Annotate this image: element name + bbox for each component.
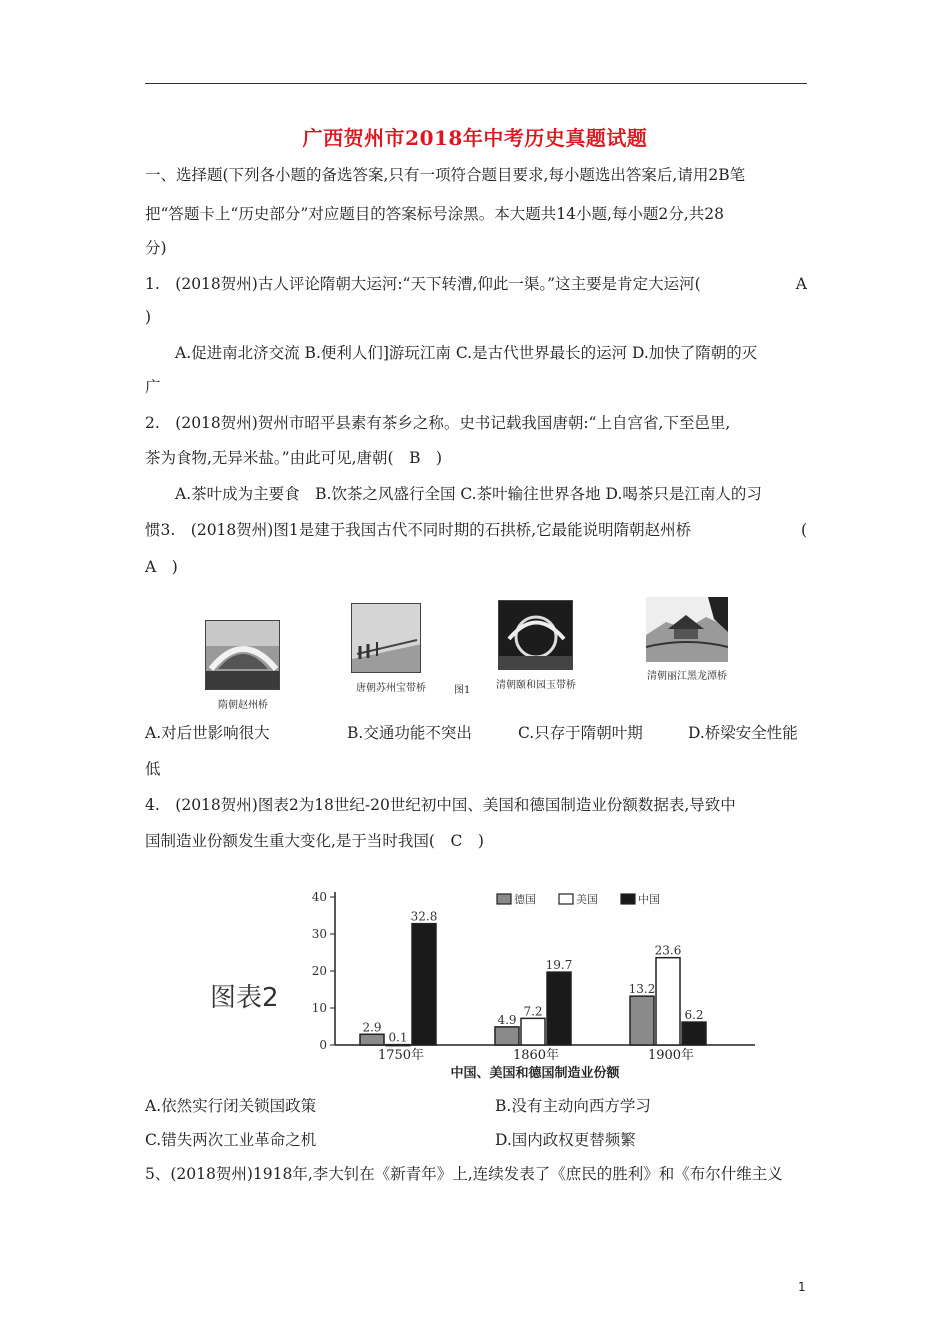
bar-中国-1860年 [547,972,571,1045]
intro-line-1-text: 一、选择题(下列各小题的备选答案,只有一项符合题目要求,每小题选出答案后,请用2B笔 [145,166,746,184]
figure-2-chart [205,880,765,1080]
q1-options-tail: 广 [145,378,161,396]
q3-stem-paren: ( [800,521,807,539]
page-number: 1 [798,1280,806,1294]
bar-美国-1860年 [521,1018,545,1045]
chart-svg [205,880,765,1080]
q1-stem-end: ) [145,308,152,326]
q3-option-d: D.桥梁安全性能 [688,724,798,742]
chart-title: 中国、美国和德国制造业份额 [450,1066,620,1080]
page-title: 广西贺州市2018年中考历史真题试题 [302,126,648,150]
bar-value-label: 0.1 [388,1030,408,1045]
q4-stem-1 [145,795,807,815]
x-tick-label: 1900年 [647,1048,695,1063]
bar-德国-1900年 [630,996,654,1045]
bar-德国-1750年 [360,1034,384,1045]
q4-option-c: C.错失两次工业革命之机 [145,1131,317,1149]
caption-3: 清朝颐和园玉带桥 [496,680,576,691]
q1-options: A.促进南北济交流 B.便利人们]游玩江南 C.是古代世界最长的运河 D.加快了隋朝的灭 [175,344,758,362]
y-tick-label: 0 [319,1038,327,1052]
q4-stem-1-text: 4. (2018贺州)图表2为18世纪-20世纪初中国、美国和德国制造业份额数据表,导致中 [145,796,736,814]
legend-label: 德国 [514,893,536,906]
y-tick-label: 40 [311,890,327,904]
q3-option-tail: 低 [145,760,161,778]
q3-option-a: A.对后世影响很大 [145,724,270,742]
bar-美国-1750年 [386,1045,410,1046]
bar-德国-1860年 [495,1027,519,1045]
legend-swatch-美国 [559,894,573,904]
figure-1-label: 图1 [454,685,471,696]
legend-label: 美国 [576,893,598,906]
q3-stem [145,520,807,540]
photo-yudai-bridge [496,600,576,691]
q4-stem-2: 国制造业份额发生重大变化,是于当时我国( C ) [145,832,484,850]
bar-value-label: 7.2 [523,1004,543,1019]
caption-4: 清朝丽江黑龙潭桥 [647,671,727,682]
q1-stem [145,274,807,294]
bar-value-label: 23.6 [654,943,682,958]
q1-answer: A [795,275,807,293]
q1-stem-text: 1. (2018贺州)古人评论隋朝大运河:“天下转漕,仰此一渠。”这主要是肯定大运河( [145,275,701,293]
legend-swatch-中国 [621,894,635,904]
q4-option-a: A.依然实行闭关锁国政策 [145,1097,317,1115]
bar-value-label: 6.2 [684,1008,704,1023]
bridge-photo-4 [646,597,728,662]
figure-1-photos [195,595,755,711]
y-tick-label: 20 [311,964,327,978]
bar-美国-1900年 [656,958,680,1045]
q3-stem-answer: A ) [145,558,178,576]
x-tick-label: 1860年 [512,1048,560,1063]
bar-中国-1900年 [682,1022,706,1045]
bridge-photo-2 [351,603,421,673]
photo-zhaozhou-bridge [205,620,280,711]
y-tick-label: 30 [311,927,327,941]
x-tick-label: 1750年 [377,1048,425,1063]
caption-1: 隋朝赵州桥 [218,700,268,711]
photo-baodai-bridge [351,603,426,694]
bridge-photo-1 [205,620,280,690]
bar-value-label: 19.7 [545,958,573,973]
q4-option-d: D.国内政权更替频繁 [495,1131,636,1149]
bar-value-label: 4.9 [497,1012,517,1027]
bar-value-label: 32.8 [410,909,438,924]
q5-stem-1 [145,1164,807,1184]
legend-swatch-德国 [497,894,511,904]
q3-stem-text: 惯3. (2018贺州)图1是建于我国古代不同时期的石拱桥,它最能说明隋朝赵州桥 [145,521,692,539]
chart-big-label: 图表2 [210,983,279,1013]
bar-value-label: 2.9 [362,1020,382,1035]
photo-heilongtan-bridge [646,597,728,682]
intro-line-3: 分) [145,239,167,257]
legend-label: 中国 [638,893,660,906]
caption-2: 唐朝苏州宝带桥 [356,683,426,694]
intro-line-2: 把“答题卡上“历史部分”对应题目的答案标号涂黑。本大题共14小题,每小题2分,共28 [145,205,724,223]
q2-stem-2: 茶为食物,无异米盐。”由此可见,唐朝( B ) [145,449,443,467]
q3-option-c: C.只存于隋朝叶期 [518,724,643,742]
q4-option-b: B.没有主动向西方学习 [495,1097,651,1115]
intro-line-1 [145,165,807,185]
q3-option-b: B.交通功能不突出 [347,724,472,742]
y-tick-label: 10 [311,1001,327,1015]
bar-value-label: 13.2 [628,982,656,997]
bridge-photo-3 [498,600,573,670]
bar-中国-1750年 [412,924,436,1045]
q5-stem-1-text: 5、(2018贺州)1918年,李大钊在《新青年》上,连续发表了《庶民的胜利》和《布尔什维主义 [145,1165,783,1183]
header-rule [145,83,807,84]
q2-options: A.茶叶成为主要食 B.饮茶之风盛行全国 C.茶叶输往世界各地 D.喝茶只是江南人的习 [175,485,762,503]
q2-stem-1: 2. (2018贺州)贺州市昭平县素有茶乡之称。史书记载我国唐朝:“上自宫省,下至邑里, [145,414,731,432]
